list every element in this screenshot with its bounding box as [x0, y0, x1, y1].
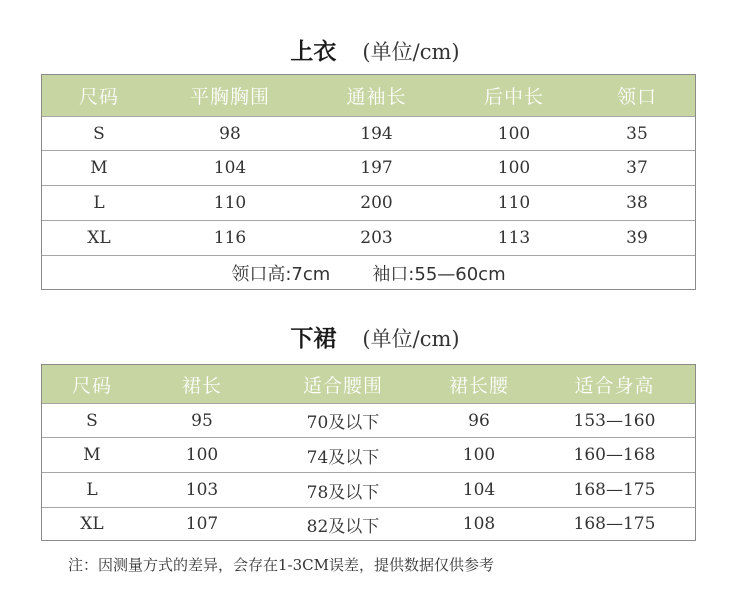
- column-header-sleeve-length: 通袖长: [346, 86, 407, 108]
- table-cell: 194: [360, 123, 393, 144]
- table-cell: 38: [626, 193, 648, 213]
- table-cell: L: [86, 480, 98, 500]
- column-header-size: 尺码: [71, 374, 112, 397]
- table-note-row: [42, 255, 695, 289]
- table-cell: 100: [185, 445, 219, 465]
- table-cell: XL: [87, 228, 111, 248]
- table-cell: 104: [213, 158, 247, 178]
- skirt-size-table: [41, 364, 696, 541]
- table-cell: 160—168: [573, 445, 656, 465]
- column-header-size: 尺码: [78, 86, 119, 108]
- table-cell: 35: [626, 123, 648, 144]
- table-cell: 168—175: [573, 480, 656, 500]
- table-row: [42, 220, 695, 255]
- column-header-waist-length: 裙长腰: [448, 374, 509, 397]
- table-cell: 110: [497, 193, 531, 213]
- table-cell: 200: [360, 193, 393, 213]
- table-cell: 70及以下: [306, 413, 380, 433]
- table-row: [42, 116, 695, 150]
- table-cell: 100: [462, 445, 496, 465]
- table-cell: 96: [468, 410, 490, 431]
- table-cell: XL: [80, 514, 104, 534]
- column-header-chest: 平胸胸围: [189, 86, 270, 108]
- top-unit: (单位/cm): [362, 40, 460, 64]
- table-cell: 168—175: [573, 514, 656, 534]
- table-cell: 110: [213, 193, 247, 213]
- table-row: [42, 185, 695, 220]
- table-row: [42, 437, 695, 472]
- table-cell: M: [90, 158, 108, 178]
- table-cell: 95: [191, 410, 213, 431]
- table-cell: 153—160: [573, 410, 656, 431]
- table-cell: 107: [185, 514, 219, 534]
- table-header-row: [42, 75, 695, 116]
- table-row: [42, 472, 695, 507]
- table-cell: M: [83, 445, 101, 465]
- table-cell: 103: [185, 480, 219, 500]
- collar-height-note: 领口高:7cm: [231, 263, 331, 285]
- column-header-collar: 领口: [616, 86, 657, 108]
- skirt-section-title: [0, 320, 750, 353]
- table-cell: S: [93, 123, 105, 144]
- table-cell: L: [93, 193, 105, 213]
- measurement-footnote: 注：因测量方式的差异，会存在1-3CM误差，提供数据仅供参考: [68, 556, 494, 574]
- skirt-title: 下裙: [290, 325, 337, 352]
- table-cell: 78及以下: [306, 482, 380, 503]
- table-cell: 116: [213, 228, 247, 248]
- table-cell: 100: [497, 158, 531, 178]
- column-header-back-length: 后中长: [483, 86, 544, 108]
- column-header-skirt-length: 裙长: [181, 374, 222, 397]
- top-size-table: [41, 74, 696, 290]
- table-cell: 82及以下: [306, 516, 380, 537]
- table-header-row: [42, 365, 695, 403]
- column-header-waist: 适合腰围: [302, 374, 383, 397]
- top-section-title: [0, 33, 750, 66]
- table-cell: 74及以下: [306, 447, 380, 468]
- top-title: 上衣: [290, 38, 337, 65]
- table-cell: 113: [497, 228, 531, 248]
- cuff-note: 袖口:55—60cm: [372, 263, 506, 285]
- table-cell: 39: [626, 228, 648, 248]
- column-header-height: 适合身高: [574, 374, 655, 397]
- table-cell: S: [86, 410, 98, 431]
- table-cell: 100: [497, 123, 531, 144]
- table-cell: 37: [626, 158, 648, 178]
- table-cell: 108: [462, 514, 496, 534]
- skirt-unit: (单位/cm): [362, 327, 460, 351]
- table-cell: 203: [360, 228, 393, 248]
- table-cell: 98: [219, 123, 241, 144]
- table-row: [42, 150, 695, 185]
- table-row: [42, 403, 695, 437]
- table-cell: 104: [462, 480, 496, 500]
- table-row: [42, 507, 695, 540]
- table-cell: 197: [360, 158, 393, 178]
